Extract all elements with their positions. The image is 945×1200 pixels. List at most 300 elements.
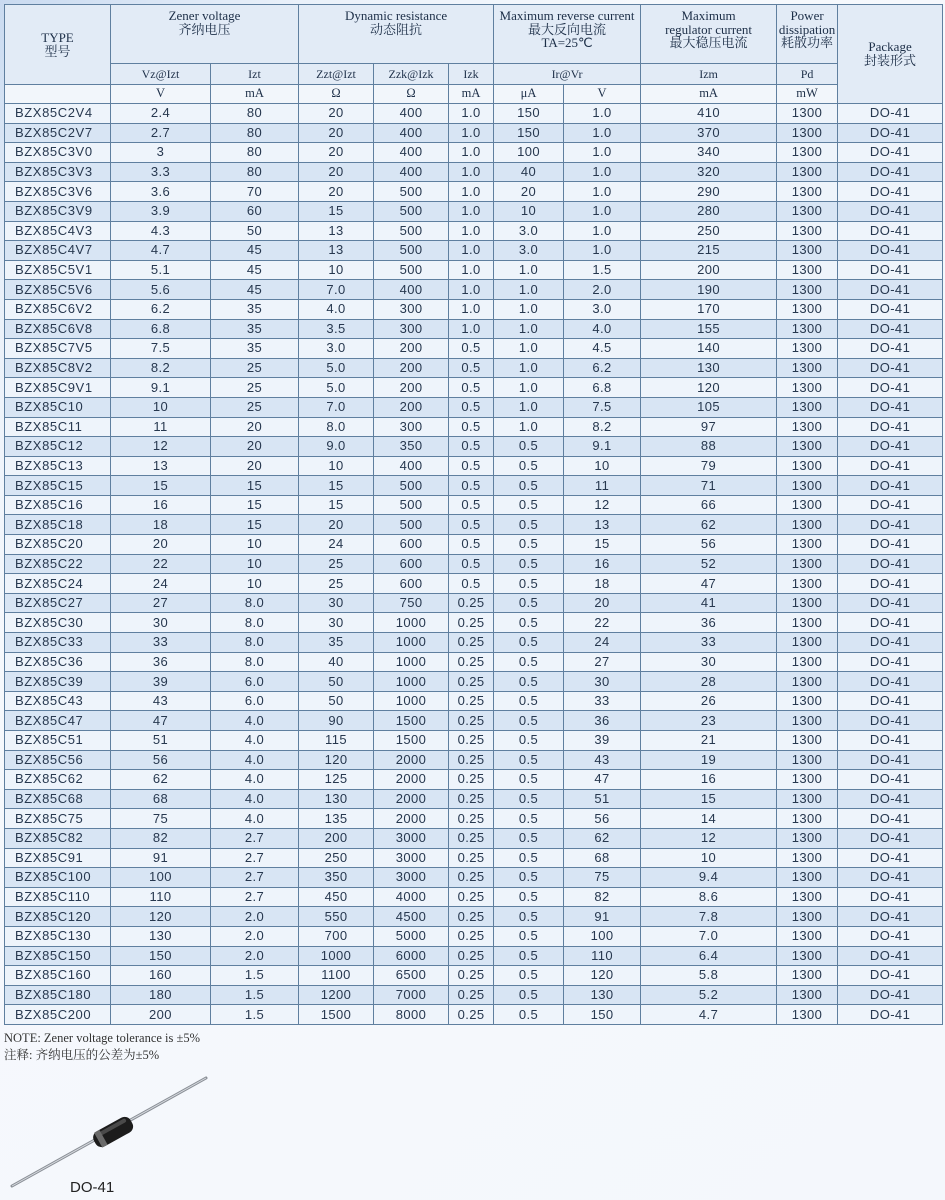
table-cell: 1000: [374, 691, 449, 711]
table-cell: 62: [564, 828, 641, 848]
table-cell: 1300: [777, 789, 838, 809]
table-cell: 6.4: [641, 946, 777, 966]
table-cell: 130: [641, 358, 777, 378]
table-cell: 0.5: [494, 966, 564, 986]
table-cell: 1300: [777, 162, 838, 182]
table-cell: DO-41: [838, 104, 943, 124]
table-cell: 15: [211, 476, 299, 496]
table-cell: 82: [111, 828, 211, 848]
table-cell: 0.5: [494, 946, 564, 966]
table-cell: 2000: [374, 809, 449, 829]
table-cell: BZX85C91: [5, 848, 111, 868]
table-cell: 35: [211, 339, 299, 359]
table-cell: 400: [374, 104, 449, 124]
table-cell: 1.0: [564, 162, 641, 182]
table-cell: 0.25: [449, 868, 494, 888]
table-cell: BZX85C47: [5, 711, 111, 731]
table-cell: 33: [641, 633, 777, 653]
table-cell: 7.5: [564, 397, 641, 417]
table-cell: 2.0: [211, 926, 299, 946]
table-cell: 1.0: [494, 299, 564, 319]
table-cell: 20: [211, 417, 299, 437]
table-cell: 7.0: [299, 280, 374, 300]
table-cell: BZX85C150: [5, 946, 111, 966]
table-cell: 750: [374, 593, 449, 613]
table-cell: 47: [564, 770, 641, 790]
table-cell: DO-41: [838, 613, 943, 633]
table-cell: 1300: [777, 515, 838, 535]
table-cell: 0.25: [449, 711, 494, 731]
header-type: TYPE 型号: [5, 5, 111, 85]
table-cell: 2.4: [111, 104, 211, 124]
table-cell: 1.0: [564, 143, 641, 163]
table-cell: 20: [564, 593, 641, 613]
table-cell: 30: [299, 613, 374, 633]
table-cell: 1300: [777, 593, 838, 613]
table-cell: 1.0: [449, 221, 494, 241]
table-cell: 35: [299, 633, 374, 653]
table-row: [5, 946, 943, 966]
table-cell: 500: [374, 221, 449, 241]
table-cell: 0.5: [494, 711, 564, 731]
table-cell: 0.5: [449, 476, 494, 496]
table-row: [5, 241, 943, 261]
table-cell: 1300: [777, 574, 838, 594]
table-row: [5, 378, 943, 398]
table-row: [5, 633, 943, 653]
table-cell: 5.8: [641, 966, 777, 986]
table-cell: 30: [641, 652, 777, 672]
table-cell: 0.5: [494, 828, 564, 848]
table-cell: 1.0: [564, 221, 641, 241]
table-cell: 1.0: [449, 143, 494, 163]
table-cell: 1300: [777, 672, 838, 692]
zener-spec-table: [4, 4, 943, 1025]
table-cell: 0.25: [449, 985, 494, 1005]
table-cell: 1300: [777, 437, 838, 457]
table-cell: 30: [564, 672, 641, 692]
table-cell: DO-41: [838, 828, 943, 848]
table-cell: 41: [641, 593, 777, 613]
table-cell: BZX85C180: [5, 985, 111, 1005]
table-cell: 90: [299, 711, 374, 731]
header-power-dissipation: Power dissipation 耗散功率: [777, 5, 838, 64]
table-cell: 2.0: [211, 946, 299, 966]
table-cell: 120: [564, 966, 641, 986]
table-cell: 0.25: [449, 887, 494, 907]
table-cell: 1.0: [449, 280, 494, 300]
table-cell: 500: [374, 241, 449, 261]
table-cell: 4000: [374, 887, 449, 907]
table-cell: 500: [374, 476, 449, 496]
table-cell: 3: [111, 143, 211, 163]
table-row: [5, 104, 943, 124]
table-cell: 600: [374, 554, 449, 574]
table-cell: 0.5: [494, 750, 564, 770]
table-cell: BZX85C30: [5, 613, 111, 633]
table-cell: BZX85C4V7: [5, 241, 111, 261]
table-cell: 16: [564, 554, 641, 574]
table-cell: 8.0: [299, 417, 374, 437]
table-cell: 15: [299, 476, 374, 496]
table-cell: 5000: [374, 926, 449, 946]
table-cell: 1300: [777, 476, 838, 496]
table-cell: 1300: [777, 339, 838, 359]
table-cell: 39: [564, 731, 641, 751]
table-cell: 3.0: [564, 299, 641, 319]
table-row: [5, 907, 943, 927]
table-cell: DO-41: [838, 593, 943, 613]
table-cell: BZX85C62: [5, 770, 111, 790]
table-cell: 2.7: [111, 123, 211, 143]
table-cell: 1.0: [494, 319, 564, 339]
table-cell: 80: [211, 162, 299, 182]
table-cell: 56: [564, 809, 641, 829]
table-cell: DO-41: [838, 574, 943, 594]
table-cell: 500: [374, 182, 449, 202]
table-cell: 1300: [777, 554, 838, 574]
table-cell: DO-41: [838, 554, 943, 574]
unit-zzk: Ω: [374, 85, 449, 104]
table-cell: 2.0: [564, 280, 641, 300]
table-cell: 39: [111, 672, 211, 692]
table-cell: 13: [299, 221, 374, 241]
table-cell: 0.5: [449, 378, 494, 398]
table-cell: 36: [111, 652, 211, 672]
table-cell: 0.5: [494, 554, 564, 574]
table-cell: 11: [564, 476, 641, 496]
table-cell: 1200: [299, 985, 374, 1005]
table-cell: DO-41: [838, 182, 943, 202]
table-cell: 0.5: [494, 495, 564, 515]
table-cell: 91: [564, 907, 641, 927]
table-cell: BZX85C18: [5, 515, 111, 535]
table-cell: 6.0: [211, 672, 299, 692]
table-cell: 1300: [777, 280, 838, 300]
table-cell: DO-41: [838, 966, 943, 986]
table-cell: 8000: [374, 1005, 449, 1025]
table-cell: 0.5: [449, 495, 494, 515]
table-cell: 7.5: [111, 339, 211, 359]
table-cell: 280: [641, 201, 777, 221]
table-cell: 68: [564, 848, 641, 868]
table-row: [5, 711, 943, 731]
table-cell: BZX85C82: [5, 828, 111, 848]
table-cell: 500: [374, 201, 449, 221]
table-row: [5, 613, 943, 633]
table-cell: 1.0: [449, 260, 494, 280]
table-cell: DO-41: [838, 319, 943, 339]
table-cell: 43: [111, 691, 211, 711]
table-cell: 300: [374, 417, 449, 437]
table-cell: 1500: [374, 711, 449, 731]
header-dynamic-resistance: Dynamic resistance 动态阻抗: [299, 5, 494, 64]
table-cell: 56: [641, 535, 777, 555]
table-cell: 200: [299, 828, 374, 848]
table-cell: 10: [111, 397, 211, 417]
table-cell: 35: [211, 299, 299, 319]
table-cell: DO-41: [838, 731, 943, 751]
table-cell: BZX85C8V2: [5, 358, 111, 378]
table-cell: 140: [641, 339, 777, 359]
table-cell: 410: [641, 104, 777, 124]
table-cell: BZX85C130: [5, 926, 111, 946]
table-cell: BZX85C24: [5, 574, 111, 594]
table-cell: 15: [211, 515, 299, 535]
table-cell: 62: [111, 770, 211, 790]
table-cell: 6.2: [564, 358, 641, 378]
table-cell: 120: [299, 750, 374, 770]
table-cell: DO-41: [838, 946, 943, 966]
table-cell: 1.0: [564, 104, 641, 124]
table-row: [5, 221, 943, 241]
table-cell: 3.0: [299, 339, 374, 359]
unit-vz: V: [111, 85, 211, 104]
table-cell: DO-41: [838, 162, 943, 182]
table-cell: 7.8: [641, 907, 777, 927]
table-cell: 1300: [777, 182, 838, 202]
table-cell: 0.25: [449, 1005, 494, 1025]
table-cell: 18: [564, 574, 641, 594]
table-cell: 0.5: [449, 339, 494, 359]
spec-table-container: [4, 4, 942, 1025]
table-cell: 3.5: [299, 319, 374, 339]
table-cell: 1300: [777, 456, 838, 476]
table-cell: 2.7: [211, 828, 299, 848]
table-cell: 14: [641, 809, 777, 829]
table-cell: 0.5: [494, 633, 564, 653]
table-row: [5, 535, 943, 555]
table-cell: 2.7: [211, 887, 299, 907]
table-cell: 7.0: [299, 397, 374, 417]
table-cell: 20: [299, 123, 374, 143]
table-cell: 180: [111, 985, 211, 1005]
table-cell: 0.5: [449, 417, 494, 437]
table-cell: DO-41: [838, 809, 943, 829]
table-cell: 10: [211, 554, 299, 574]
table-cell: 0.5: [494, 456, 564, 476]
table-cell: 1000: [374, 633, 449, 653]
table-cell: 20: [211, 456, 299, 476]
table-cell: DO-41: [838, 437, 943, 457]
table-cell: 4.7: [641, 1005, 777, 1025]
table-cell: 0.5: [449, 397, 494, 417]
table-cell: 4.0: [211, 731, 299, 751]
table-cell: 24: [299, 535, 374, 555]
table-cell: 0.5: [494, 574, 564, 594]
table-cell: 100: [111, 868, 211, 888]
table-cell: 80: [211, 104, 299, 124]
table-cell: 1100: [299, 966, 374, 986]
table-row: [5, 319, 943, 339]
table-cell: 4.0: [211, 789, 299, 809]
table-cell: 5.0: [299, 378, 374, 398]
table-cell: DO-41: [838, 143, 943, 163]
table-cell: 1.0: [449, 299, 494, 319]
table-cell: DO-41: [838, 770, 943, 790]
table-cell: DO-41: [838, 397, 943, 417]
table-cell: BZX85C12: [5, 437, 111, 457]
table-cell: 68: [111, 789, 211, 809]
table-cell: 200: [374, 397, 449, 417]
table-cell: 135: [299, 809, 374, 829]
table-cell: 75: [564, 868, 641, 888]
table-cell: 1.0: [494, 280, 564, 300]
table-cell: 21: [641, 731, 777, 751]
table-cell: 6500: [374, 966, 449, 986]
unit-vr: V: [564, 85, 641, 104]
table-cell: 170: [641, 299, 777, 319]
table-cell: 0.5: [494, 907, 564, 927]
table-cell: 1300: [777, 887, 838, 907]
table-cell: 40: [299, 652, 374, 672]
table-cell: 0.5: [494, 437, 564, 457]
table-cell: 6000: [374, 946, 449, 966]
table-cell: 20: [299, 182, 374, 202]
table-row: [5, 966, 943, 986]
table-cell: 1000: [374, 672, 449, 692]
table-cell: BZX85C15: [5, 476, 111, 496]
table-cell: 2.7: [211, 868, 299, 888]
table-row: [5, 515, 943, 535]
table-cell: 1300: [777, 397, 838, 417]
table-cell: 1.0: [449, 162, 494, 182]
table-cell: 26: [641, 691, 777, 711]
table-row: [5, 397, 943, 417]
table-cell: 8.0: [211, 652, 299, 672]
table-cell: 40: [494, 162, 564, 182]
table-cell: 500: [374, 495, 449, 515]
table-cell: 1.0: [449, 104, 494, 124]
table-cell: 1.5: [211, 985, 299, 1005]
table-cell: 1000: [374, 613, 449, 633]
unit-ir: μA: [494, 85, 564, 104]
table-cell: 1.5: [211, 1005, 299, 1025]
table-cell: 200: [374, 339, 449, 359]
table-cell: 5.1: [111, 260, 211, 280]
table-cell: 36: [641, 613, 777, 633]
table-cell: 15: [299, 201, 374, 221]
table-cell: 0.25: [449, 789, 494, 809]
table-cell: 50: [211, 221, 299, 241]
table-row: [5, 652, 943, 672]
table-row: [5, 848, 943, 868]
table-cell: 1.0: [494, 358, 564, 378]
table-cell: 8.2: [564, 417, 641, 437]
table-cell: DO-41: [838, 339, 943, 359]
table-cell: 10: [211, 574, 299, 594]
table-cell: 100: [564, 926, 641, 946]
table-cell: 25: [299, 554, 374, 574]
table-cell: 3.9: [111, 201, 211, 221]
table-cell: 1.0: [564, 182, 641, 202]
table-cell: 10: [211, 535, 299, 555]
table-cell: 43: [564, 750, 641, 770]
unit-zzt: Ω: [299, 85, 374, 104]
note-en: NOTE: Zener voltage tolerance is ±5%: [4, 1031, 201, 1045]
table-cell: 12: [111, 437, 211, 457]
table-body: [5, 104, 943, 1025]
table-cell: BZX85C22: [5, 554, 111, 574]
table-cell: 1300: [777, 828, 838, 848]
table-cell: 13: [299, 241, 374, 261]
header-zener-voltage: Zener voltage 齐纳电压: [111, 5, 299, 64]
table-cell: 0.25: [449, 946, 494, 966]
table-cell: 0.25: [449, 691, 494, 711]
table-cell: 9.1: [564, 437, 641, 457]
table-row: [5, 809, 943, 829]
table-cell: 155: [641, 319, 777, 339]
table-row: [5, 672, 943, 692]
table-cell: BZX85C13: [5, 456, 111, 476]
table-cell: DO-41: [838, 926, 943, 946]
table-cell: 4.0: [211, 750, 299, 770]
table-cell: 0.25: [449, 848, 494, 868]
table-cell: 190: [641, 280, 777, 300]
table-cell: 130: [564, 985, 641, 1005]
table-cell: 6.8: [111, 319, 211, 339]
table-cell: 52: [641, 554, 777, 574]
table-cell: 60: [211, 201, 299, 221]
table-cell: DO-41: [838, 985, 943, 1005]
table-cell: 200: [111, 1005, 211, 1025]
table-cell: 45: [211, 260, 299, 280]
table-cell: 0.25: [449, 966, 494, 986]
table-row: [5, 201, 943, 221]
table-cell: 1.0: [494, 260, 564, 280]
table-cell: 290: [641, 182, 777, 202]
table-cell: DO-41: [838, 221, 943, 241]
table-cell: 1300: [777, 652, 838, 672]
table-cell: 23: [641, 711, 777, 731]
table-cell: 22: [564, 613, 641, 633]
table-cell: 8.0: [211, 593, 299, 613]
table-cell: 70: [211, 182, 299, 202]
table-cell: 200: [641, 260, 777, 280]
table-cell: 2.0: [211, 907, 299, 927]
table-cell: 3.0: [494, 221, 564, 241]
table-cell: BZX85C39: [5, 672, 111, 692]
table-cell: 28: [641, 672, 777, 692]
table-cell: DO-41: [838, 1005, 943, 1025]
table-cell: 8.2: [111, 358, 211, 378]
table-cell: 1300: [777, 985, 838, 1005]
table-cell: 1300: [777, 123, 838, 143]
table-cell: 1300: [777, 1005, 838, 1025]
table-cell: 1300: [777, 770, 838, 790]
table-cell: 350: [299, 868, 374, 888]
table-cell: 400: [374, 143, 449, 163]
table-cell: 4.5: [564, 339, 641, 359]
table-cell: BZX85C3V0: [5, 143, 111, 163]
table-cell: 50: [299, 691, 374, 711]
table-cell: DO-41: [838, 750, 943, 770]
table-cell: 0.25: [449, 809, 494, 829]
table-cell: DO-41: [838, 535, 943, 555]
table-cell: 400: [374, 162, 449, 182]
table-cell: 150: [494, 123, 564, 143]
table-cell: 12: [641, 828, 777, 848]
table-cell: 15: [299, 495, 374, 515]
table-cell: 1000: [374, 652, 449, 672]
table-cell: DO-41: [838, 691, 943, 711]
table-cell: 1.0: [564, 241, 641, 261]
table-cell: 1500: [374, 731, 449, 751]
table-cell: 16: [111, 495, 211, 515]
table-cell: 1300: [777, 319, 838, 339]
table-cell: 0.5: [494, 672, 564, 692]
table-cell: 71: [641, 476, 777, 496]
